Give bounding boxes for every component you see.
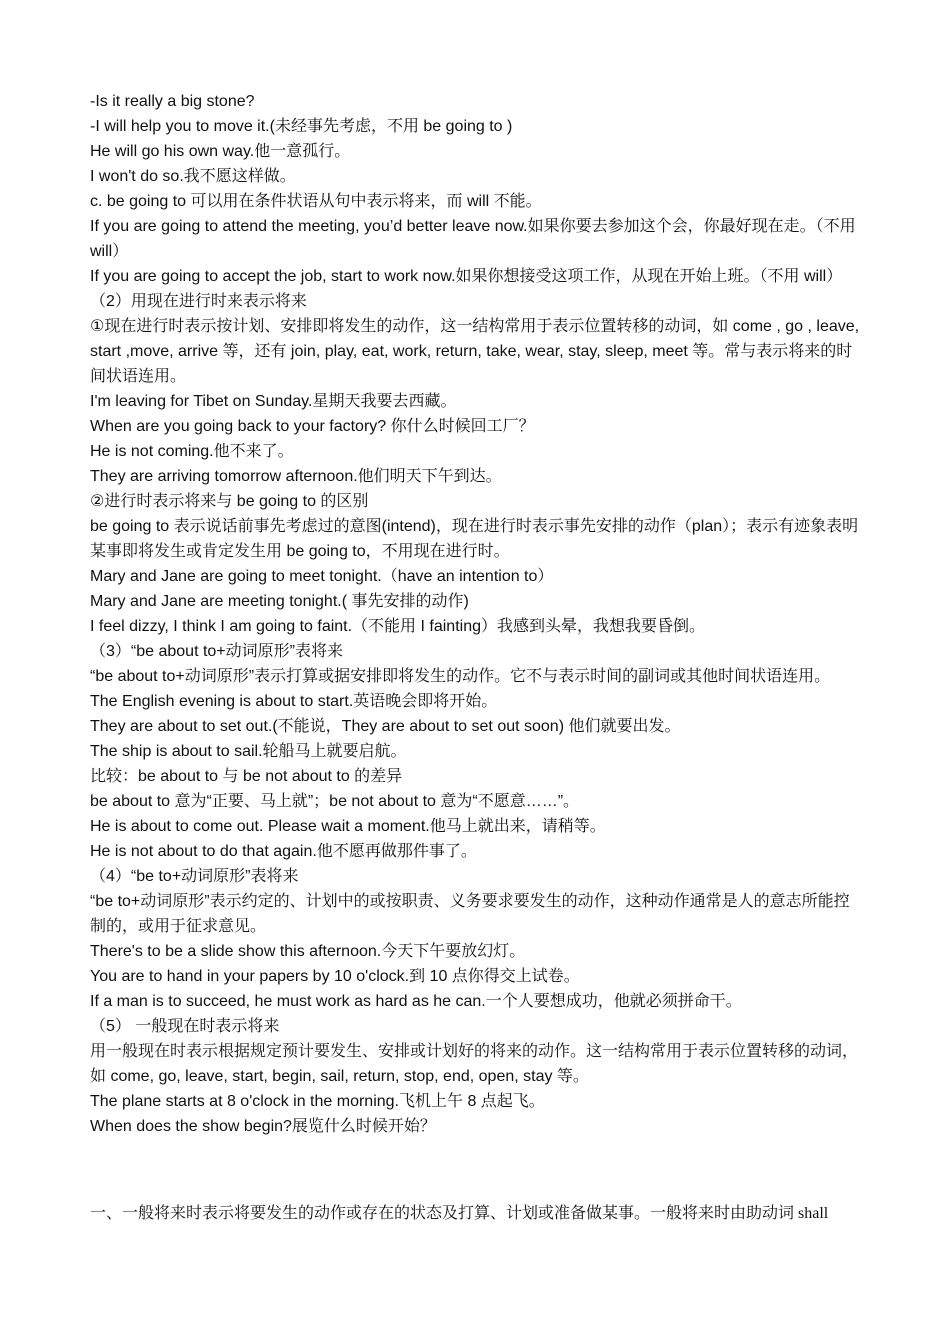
text-line: -Is it really a big stone? [90,93,255,110]
section-heading: （4）“be to+动词原形”表将来 [90,868,299,885]
text-paragraph: If you are going to accept the job, start to work now.如果你想接受这项工作，从现在开始上班。（不用 will） [90,268,843,285]
section-heading: （5） 一般现在时表示将来 [90,1018,280,1035]
document-page [90,89,865,1226]
text-line: When are you going back to your factory? 你什么时候回工厂？ [90,418,535,435]
text-paragraph: be going to 表示说话前事先考虑过的意图(intend)，现在进行时表示事先安排的动作（plan）；表示有迹象表明某事即将发生或肯定发生用 be going to，不用现在进行时。 [90,518,859,560]
text-paragraph: “be to+动词原形”表示约定的、计划中的或按职责、义务要求要发生的动作，这种动作通常是人的意志所能控制的，或用于征求意见。 [90,893,850,935]
text-line: “be about to+动词原形”表示打算或据安排即将发生的动作。它不与表示时间的副词或其他时间状语连用。 [90,668,831,685]
text-paragraph: ①现在进行时表示按计划、安排即将发生的动作，这一结构常用于表示位置转移的动词，如 come , go , leave, start ,move, arrive 等，还有 join, play, eat, work, return, take, wear, stay, sleep, meet 等。常与表示将来的时间状语连用。 [90,318,860,385]
text-line: 比较：be about to 与 be not about to 的差异 [90,768,403,785]
text-line: c. be going to 可以用在条件状语从句中表示将来，而 will 不能。 [90,193,542,210]
text-line: When does the show begin?展览什么时候开始？ [90,1118,436,1135]
text-line: If a man is to succeed, he must work as hard as he can.一个人要想成功，他就必须拼命干。 [90,993,742,1010]
text-line: There's to be a slide show this afternoon.今天下午要放幻灯。 [90,943,526,960]
text-line: Mary and Jane are going to meet tonight.（have an intention to） [90,568,554,585]
text-line: He is not about to do that again.他不愿再做那件事了。 [90,843,477,860]
text-line: They are arriving tomorrow afternoon.他们明天下午到达。 [90,468,502,485]
text-line: The ship is about to sail.轮船马上就要启航。 [90,743,407,760]
section-heading: （3）“be about to+动词原形”表将来 [90,643,343,660]
subsection-heading: ②进行时表示将来与 be going to 的区别 [90,493,369,510]
text-line: Mary and Jane are meeting tonight.( 事先安排的动作) [90,593,469,610]
text-line: The plane starts at 8 o'clock in the morning.飞机上午 8 点起飞。 [90,1093,545,1110]
text-line: I won't do so.我不愿这样做。 [90,168,296,185]
text-line: He will go his own way.他一意孤行。 [90,143,351,160]
text-line: He is about to come out. Please wait a moment.他马上就出来，请稍等。 [90,818,606,835]
text-line: They are about to set out.(不能说，They are about to set out soon) 他们就要出发。 [90,718,681,735]
text-line: I'm leaving for Tibet on Sunday.星期天我要去西藏。 [90,393,457,410]
text-paragraph: 用一般现在时表示根据规定预计要发生、安排或计划好的将来的动作。这一结构常用于表示位置转移的动词，如 come, go, leave, start, begin, sail, return, stop, end, open, stay 等。 [90,1043,859,1085]
text-line: I feel dizzy, I think I am going to faint.（不能用 I fainting）我感到头晕，我想我要昏倒。 [90,618,705,635]
text-line: -I will help you to move it.(未经事先考虑，不用 be going to ) [90,118,513,135]
text-line: be about to 意为“正要、马上就”；be not about to 意为“不愿意……”。 [90,793,580,810]
text-paragraph: If you are going to attend the meeting, you’d better leave now.如果你要去参加这个会，你最好现在走。（不用 will） [90,218,856,260]
text-line: You are to hand in your papers by 10 o'clock.到 10 点你得交上试卷。 [90,968,580,985]
text-line: The English evening is about to start.英语晚会即将开始。 [90,693,498,710]
section-heading: （2）用现在进行时来表示将来 [90,293,307,310]
blank-space [90,1139,865,1201]
section-heading: 一、一般将来时表示将要发生的动作或存在的状态及打算、计划或准备做某事。一般将来时由助动词 shall [90,1205,829,1222]
text-line: He is not coming.他不来了。 [90,443,294,460]
